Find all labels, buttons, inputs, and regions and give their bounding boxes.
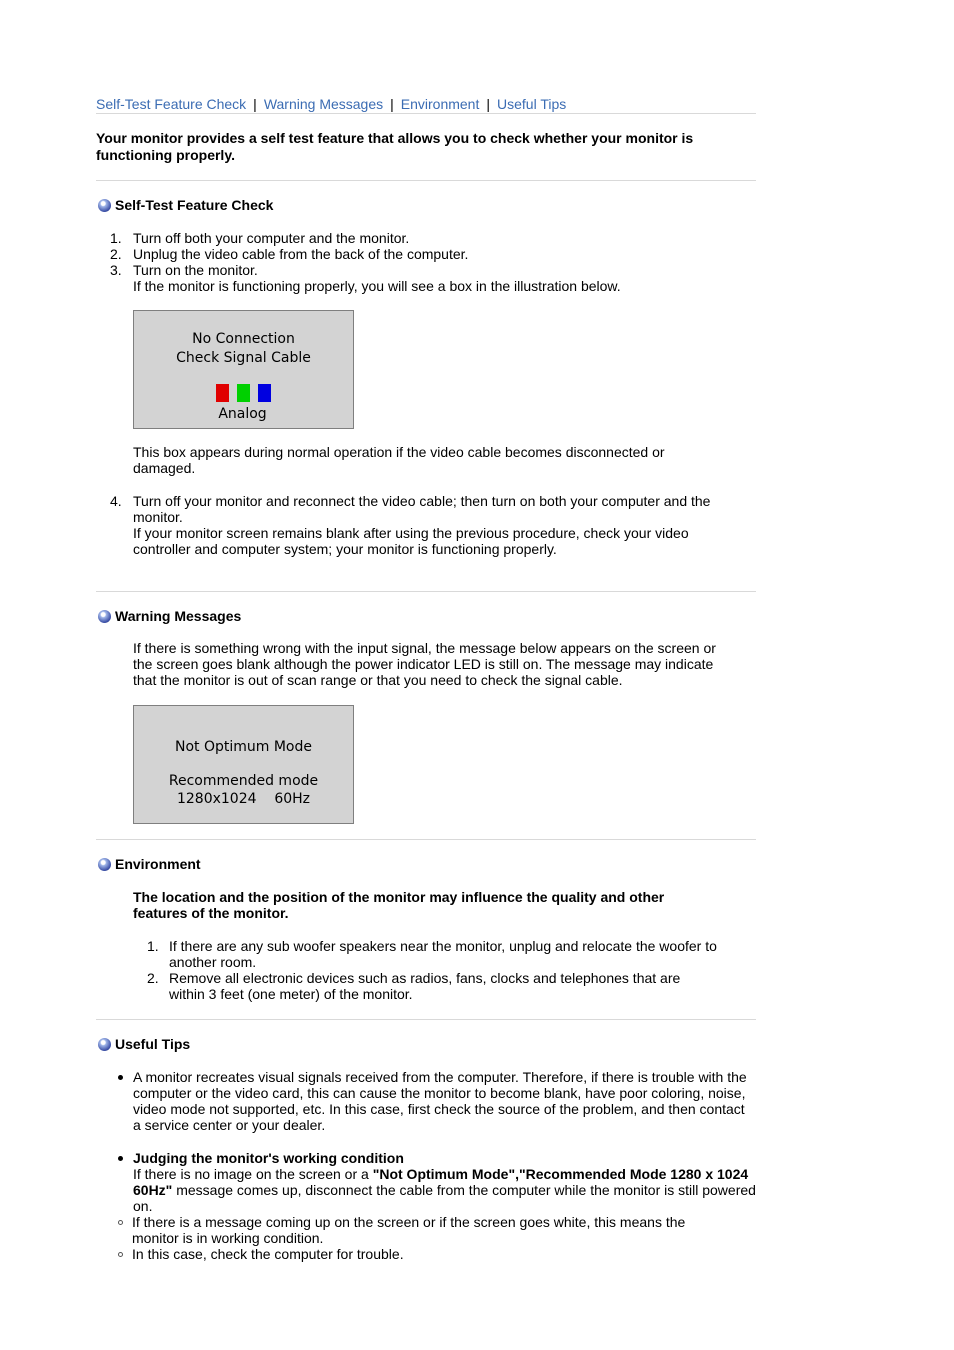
intro-text: Your monitor provides a self test feature that allows you to check whether your monitor is functioning properly. — [96, 130, 694, 163]
divider — [96, 180, 756, 181]
not-optimum-box — [133, 705, 354, 824]
list-item — [96, 1069, 756, 1133]
bullet-dot — [118, 1075, 123, 1080]
environment-list — [96, 938, 756, 1002]
tips-list — [96, 1069, 756, 1262]
nav-link-useful-tips[interactable]: Useful Tips — [497, 96, 567, 112]
list-number: 3. — [110, 262, 122, 278]
list-item — [96, 230, 756, 246]
box-note: This box appears during normal operation if the video cable becomes disconnected or damaged. — [133, 444, 665, 476]
rgb-color-bars — [134, 384, 353, 402]
divider — [96, 113, 756, 114]
list-item — [96, 1150, 756, 1262]
list-text: Unplug the video cable from the back of the computer. — [133, 246, 469, 262]
tip-heading: Judging the monitor's working condition — [133, 1150, 404, 1166]
list-number: 2. — [110, 246, 122, 262]
list-item — [133, 938, 719, 970]
box-line-2: Check Signal Cable — [176, 350, 311, 366]
no-connection-illustration-wrap — [96, 310, 756, 429]
box-line-2: Recommended mode — [168, 773, 319, 789]
list-item — [96, 262, 756, 294]
list-text: A monitor recreates visual signals received from the computer. Therefore, if there is trouble with the computer or the video card, this can cause the monitor to become blank, have poor coloring, noise, video mode not supported, etc. In this case, first check the source of the problem, and then contact a service center or your dealer. — [133, 1069, 747, 1133]
list-text: Turn off both your computer and the monitor. — [133, 230, 410, 246]
red-bar — [216, 384, 229, 402]
list-text: message comes up, disconnect the cable from the computer while the monitor is still powered on. — [133, 1182, 756, 1214]
bullet-circle — [118, 1252, 123, 1257]
list-text: Turn on the monitor. — [133, 262, 258, 278]
section-title-environment — [96, 856, 756, 873]
section-bullet-icon — [98, 199, 111, 212]
list-item — [133, 970, 704, 1002]
bullet-dot — [118, 1156, 123, 1161]
box-line-1: No Connection — [192, 331, 295, 347]
list-text: In this case, check the computer for trouble. — [132, 1246, 404, 1262]
tips-sublist — [96, 1214, 756, 1262]
section-title-useful-tips — [96, 1036, 756, 1053]
section-bullet-icon — [98, 858, 111, 871]
section-bullet-icon — [98, 1038, 111, 1051]
nav-link-warning-messages[interactable]: Warning Messages — [263, 96, 384, 112]
divider — [96, 1019, 756, 1020]
nav-separator: | — [253, 96, 257, 112]
self-test-steps — [96, 230, 756, 294]
section-title-text: Useful Tips — [115, 1036, 191, 1052]
top-nav — [96, 95, 756, 113]
list-number: 1. — [147, 938, 159, 954]
section-title-text: Environment — [115, 856, 201, 872]
list-item — [96, 246, 756, 262]
nav-separator: | — [486, 96, 490, 112]
page-content — [96, 95, 756, 1262]
warning-illustration-wrap — [96, 705, 756, 824]
divider — [96, 839, 756, 840]
nav-separator: | — [390, 96, 394, 112]
list-item — [96, 1214, 717, 1246]
list-text: Turn off your monitor and reconnect the video cable; then turn on both your computer and the monitor. — [133, 493, 711, 525]
section-title-text: Self-Test Feature Check — [115, 197, 274, 213]
list-text-extra: If the monitor is functioning properly, you will see a box in the illustration below. — [133, 278, 621, 294]
box-line-3: 1280x1024 60Hz — [176, 791, 311, 807]
self-test-step-4 — [96, 493, 756, 557]
bullet-circle — [118, 1220, 123, 1225]
section-bullet-icon — [98, 610, 111, 623]
list-text: If there are any sub woofer speakers near the monitor, unplug and relocate the woofer to another room. — [169, 938, 717, 970]
divider — [96, 591, 756, 592]
list-item — [96, 493, 756, 557]
green-bar — [237, 384, 250, 402]
warning-text: If there is something wrong with the input signal, the message below appears on the screen or the screen goes blank although the power indicator LED is still on. The message may indicate that the monitor is out of scan range or that you need to check the signal cable. — [133, 640, 716, 688]
list-text-extra: If your monitor screen remains blank after using the previous procedure, check your video controller and computer system; your monitor is functioning properly. — [133, 525, 689, 557]
environment-lead: The location and the position of the monitor may influence the quality and other features of the monitor. — [133, 889, 665, 921]
list-text: Remove all electronic devices such as radios, fans, clocks and telephones that are within 3 feet (one meter) of the monitor. — [169, 970, 681, 1002]
nav-link-environment[interactable]: Environment — [400, 96, 480, 112]
blue-bar — [258, 384, 271, 402]
no-connection-box — [133, 310, 354, 429]
box-line-3: Analog — [218, 406, 267, 422]
nav-link-self-test[interactable]: Self-Test Feature Check — [96, 96, 247, 112]
list-item — [96, 1246, 756, 1262]
list-number: 4. — [110, 493, 122, 509]
box-line-1: Not Optimum Mode — [174, 739, 312, 755]
section-title-text: Warning Messages — [115, 608, 242, 624]
section-title-self-test — [96, 197, 756, 214]
tip-bold-message: "Not Optimum Mode","Recommended Mode 1280 x 1024 60Hz" — [133, 1166, 749, 1198]
list-number: 2. — [147, 970, 159, 986]
section-title-warning — [96, 608, 756, 625]
list-text: If there is a message coming up on the screen or if the screen goes white, this means the monitor is in working condition. — [132, 1214, 686, 1246]
list-number: 1. — [110, 230, 122, 246]
list-text: If there is no image on the screen or a — [133, 1166, 373, 1182]
